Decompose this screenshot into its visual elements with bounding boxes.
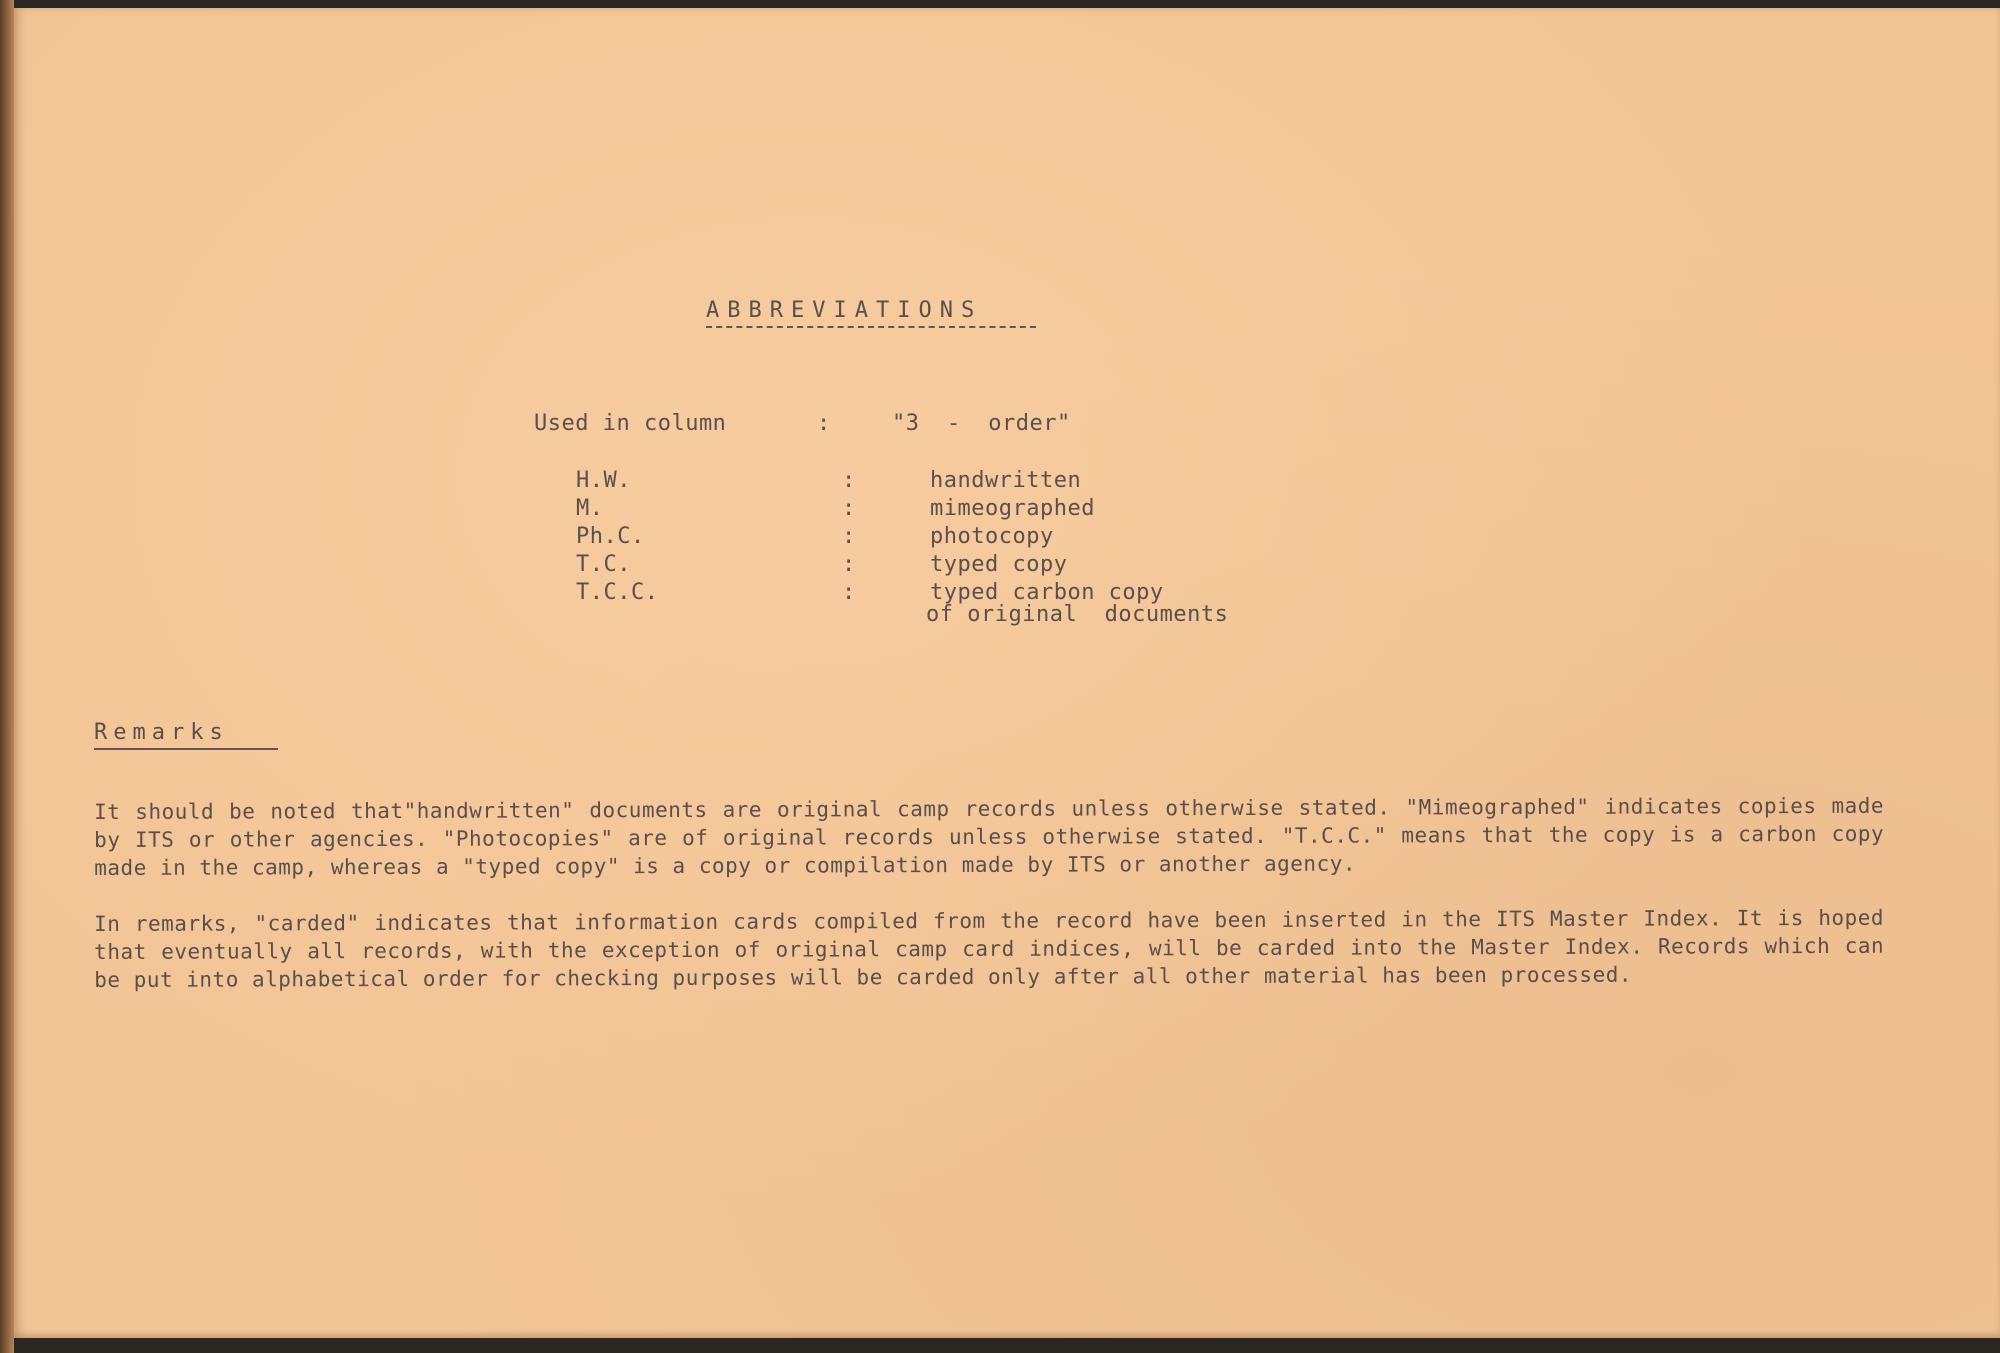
document-page (14, 8, 2000, 1338)
abbreviation-code: Ph.C. (576, 524, 645, 549)
abbreviation-code: T.C.C. (576, 580, 659, 605)
abbreviation-separator: : (842, 580, 856, 605)
abbreviation-separator: : (842, 552, 856, 577)
remarks-paragraph: In remarks, "carded" indicates that information cards compiled from the record have been inserted in the ITS Master Index. It is hoped that eventually all records, with the exception of original camp card indices, will be carded into the Master Index. Records which can be put into alphabetical order for checking purposes will be carded only after all other material has been processed. (94, 905, 1885, 992)
abbreviation-meaning: typed carbon copy (930, 580, 1164, 605)
abbreviation-separator: : (842, 524, 856, 549)
abbreviation-code: M. (576, 496, 604, 521)
abbreviation-meaning: photocopy (930, 524, 1054, 549)
abbreviation-row (14, 496, 2000, 524)
remarks-paragraph: It should be noted that"handwritten" documents are original camp records unless otherwise stated. "Mimeographed" indicates copies made by ITS or other agencies. "Photocopies" are of original records unless otherwise stated. "T.C.C." means that the copy is a carbon copy made in the camp, whereas a "typed copy" is a copy or compilation made by ITS or another agency. (94, 793, 1885, 880)
abbreviation-row (14, 524, 2000, 552)
abbreviation-row (14, 468, 2000, 496)
binding-edge (0, 0, 14, 1353)
title-underline (706, 326, 1036, 328)
used-in-value: "3 - order" (892, 411, 1071, 436)
used-in-separator: : (817, 411, 831, 436)
abbreviation-code: H.W. (576, 468, 631, 493)
abbreviation-row (14, 552, 2000, 580)
abbreviation-separator: : (842, 468, 856, 493)
remarks-underline (94, 748, 278, 750)
remarks-heading: Remarks (94, 720, 229, 745)
page-title: ABBREVIATIONS (706, 298, 983, 323)
abbreviation-code: T.C. (576, 552, 631, 577)
used-in-label: Used in column (534, 411, 727, 436)
abbreviation-separator: : (842, 496, 856, 521)
abbreviation-meaning: mimeographed (930, 496, 1095, 521)
abbreviations-note: of original documents (926, 602, 1229, 627)
abbreviation-meaning: handwritten (930, 468, 1082, 493)
abbreviation-meaning: typed copy (930, 552, 1068, 577)
